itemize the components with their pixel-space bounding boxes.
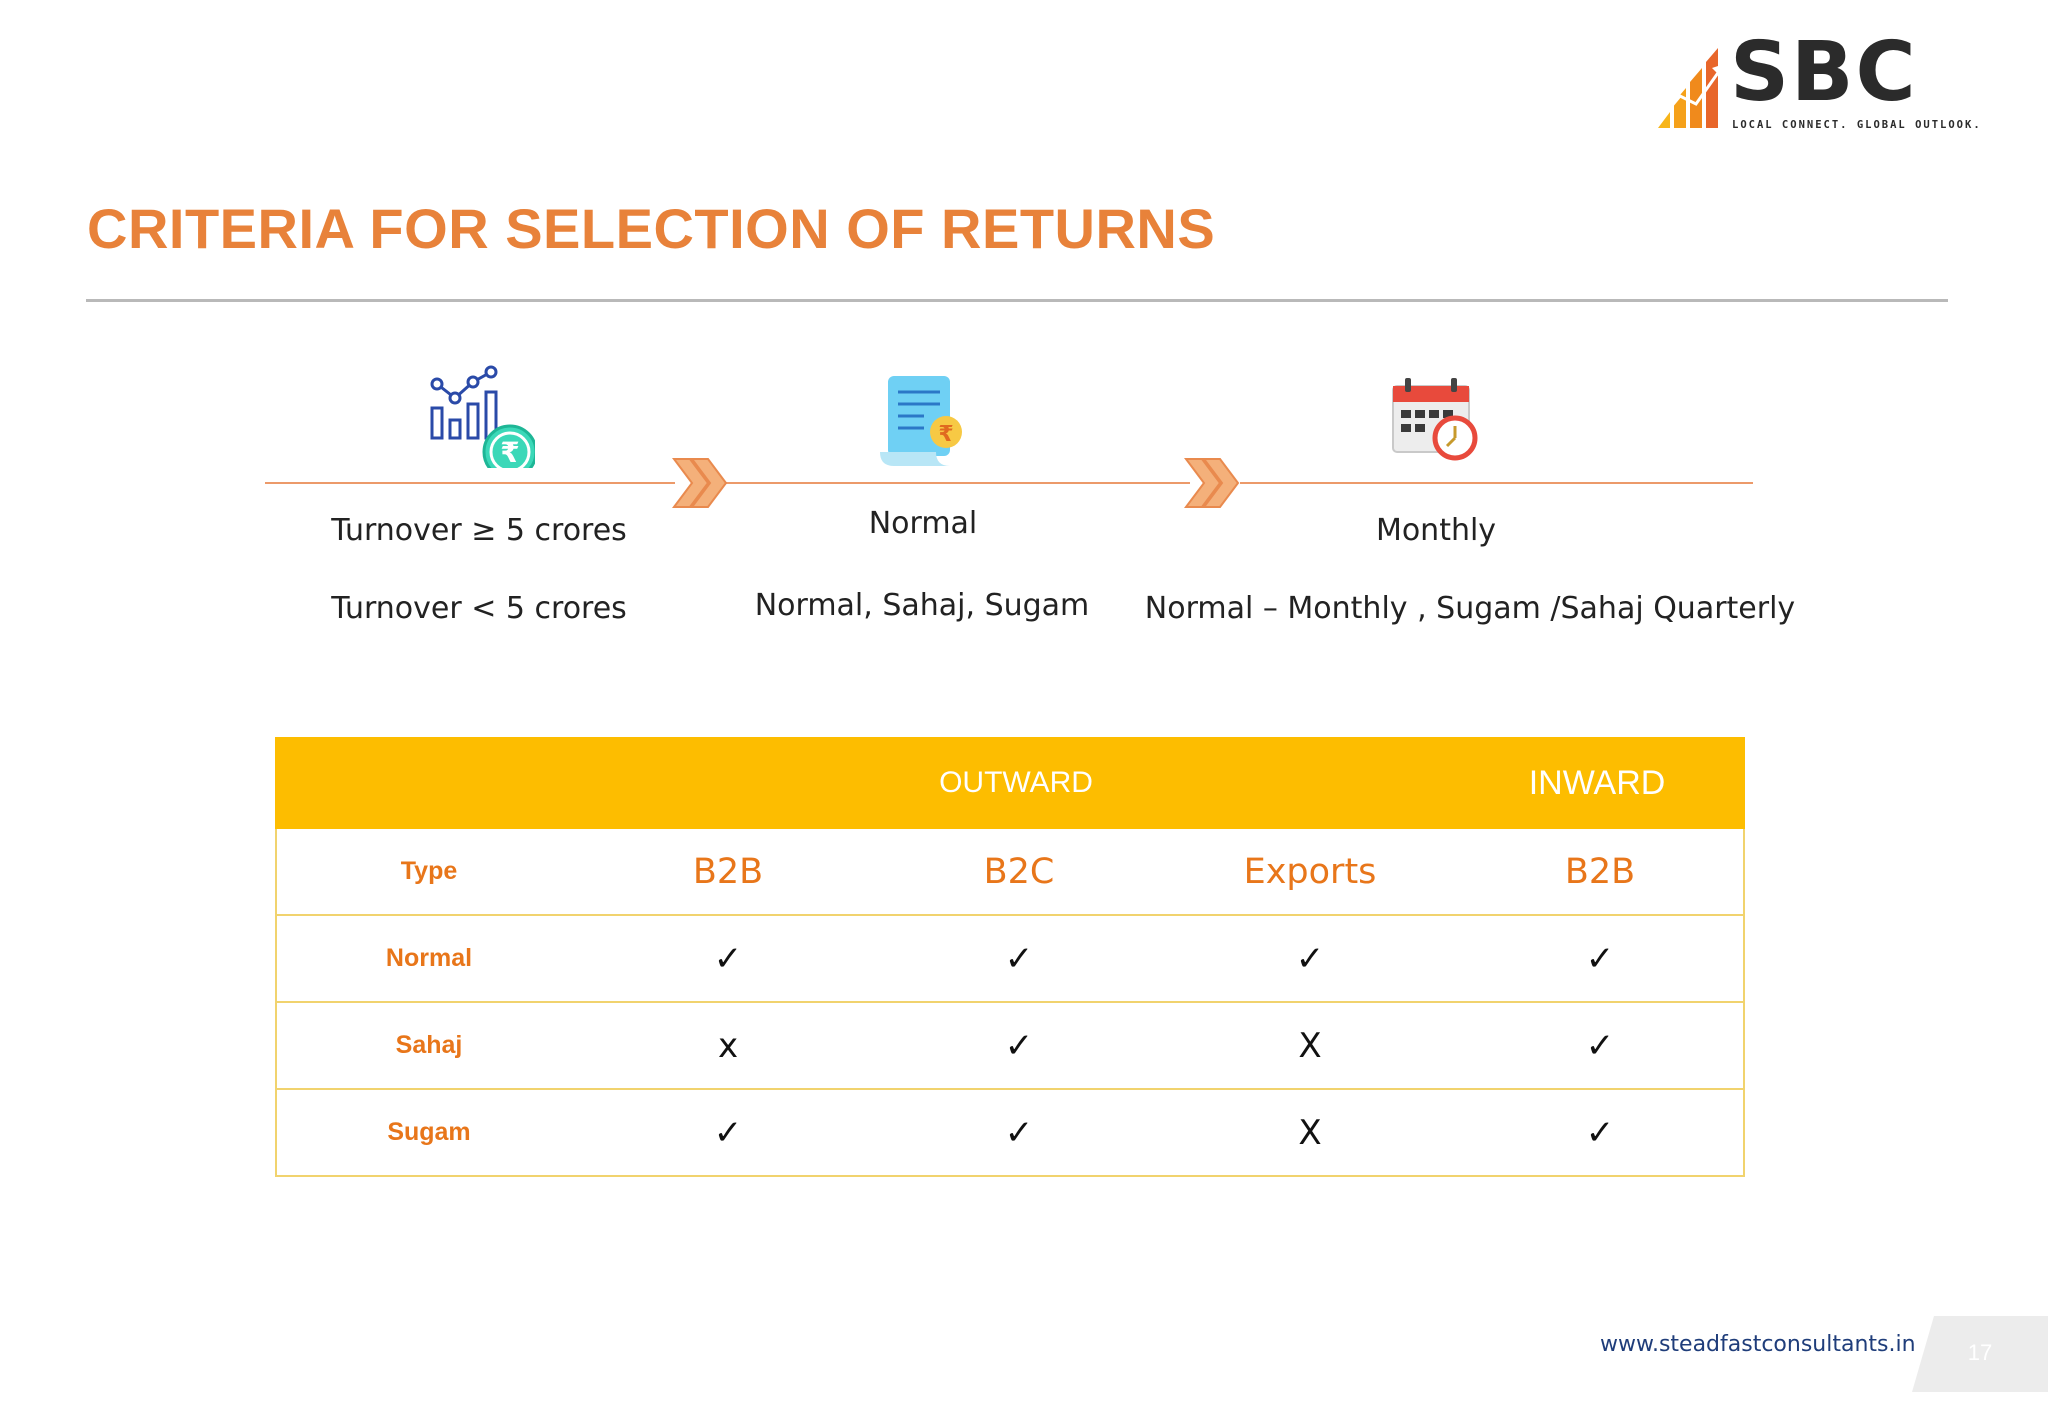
return-type-low: Normal, Sahaj, Sugam: [754, 588, 1090, 623]
svg-text:LOCAL CONNECT. GLOBAL OUTLOOK.: LOCAL CONNECT. GLOBAL OUTLOOK.: [1732, 119, 1982, 131]
table-cell: ✓: [1004, 938, 1034, 979]
page-number: 17: [1967, 1340, 1993, 1365]
table-row: [275, 916, 1745, 1003]
svg-text:₹: ₹: [500, 436, 520, 468]
column-header-exports: Exports: [1243, 851, 1377, 892]
table-cell: ✓: [1004, 1025, 1034, 1066]
table-cell: ✓: [713, 938, 743, 979]
frequency-low: Normal – Monthly , Sugam /Sahaj Quarterly: [1144, 591, 1796, 626]
flow-line-segment-1: [265, 482, 675, 484]
website-link[interactable]: www.steadfastconsultants.in: [1600, 1332, 1916, 1357]
column-header-b2c: B2C: [983, 851, 1055, 892]
chevron-right-icon: [672, 457, 730, 509]
returns-table: [275, 737, 1745, 1177]
table-row: [275, 1090, 1745, 1177]
svg-text:SBC: SBC: [1730, 30, 1918, 120]
receipt-rupee-icon: [870, 370, 980, 480]
table-row: [275, 1003, 1745, 1090]
column-header-outward-b2b: B2B: [692, 851, 764, 892]
table-cell: ✓: [1585, 1112, 1615, 1153]
column-header-row: [275, 829, 1745, 916]
title-divider: [86, 299, 1948, 302]
return-type-high: Normal: [868, 506, 978, 541]
sbc-logo: [1650, 30, 1990, 140]
row-label-normal: Normal: [385, 944, 473, 972]
table-cell: X: [1298, 1025, 1322, 1066]
flow-line-segment-2: [725, 482, 1190, 484]
table-cell: X: [1298, 1112, 1322, 1153]
frequency-high: Monthly: [1375, 513, 1497, 548]
outward-header: OUTWARD: [939, 766, 1093, 799]
chevron-right-icon: [1184, 457, 1242, 509]
calendar-clock-icon: [1385, 370, 1495, 480]
inward-header: INWARD: [1528, 764, 1666, 802]
column-header-type: Type: [400, 857, 458, 885]
table-group-header: [275, 737, 1745, 829]
chart-rupee-icon: [425, 358, 535, 468]
page-title: CRITERIA FOR SELECTION OF RETURNS: [87, 197, 1216, 260]
column-header-inward-b2b: B2B: [1564, 851, 1636, 892]
table-cell: ✓: [1585, 1025, 1615, 1066]
row-label-sahaj: Sahaj: [395, 1031, 463, 1059]
table-cell: x: [717, 1025, 739, 1066]
table-cell: ✓: [713, 1112, 743, 1153]
row-label-sugam: Sugam: [387, 1118, 471, 1146]
svg-text:₹: ₹: [938, 422, 954, 447]
table-cell: ✓: [1585, 938, 1615, 979]
table-cell: ✓: [1004, 1112, 1034, 1153]
flow-line-segment-3: [1240, 482, 1753, 484]
criteria-turnover-high: Turnover ≥ 5 crores: [331, 513, 627, 548]
table-cell: ✓: [1295, 938, 1325, 979]
criteria-turnover-low: Turnover < 5 crores: [331, 591, 627, 626]
